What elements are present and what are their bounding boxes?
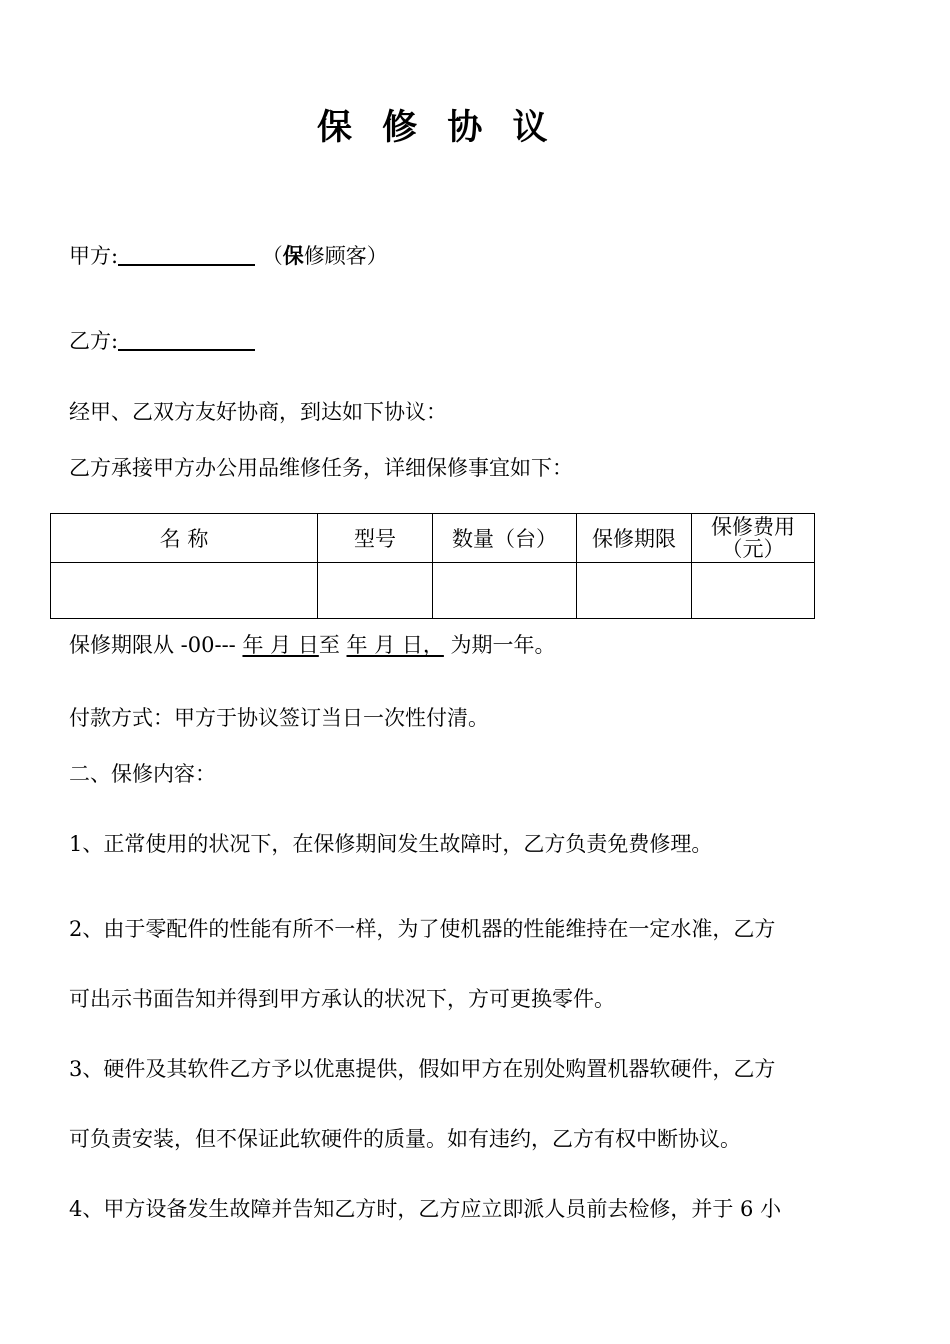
intro-text-2: 乙方承接甲方办公用品维修任务，详细保修事宜如下： [69, 456, 573, 480]
list-item: 1、正常使用的状况下，在保修期间发生故障时，乙方负责免费修理。 [69, 832, 713, 856]
page-title: 保 修 协 议 [317, 108, 557, 148]
party-a-note-rest: 修顾客） [303, 244, 388, 268]
period-end-date: 年 月 日， [346, 633, 444, 657]
period-start-date: 年 月 日 [242, 633, 319, 657]
party-b-label: 乙方: [69, 329, 119, 353]
period-prefix: 保修期限从 -00--- [69, 633, 243, 657]
list-item: 4、甲方设备发生故障并告知乙方时，乙方应立即派人员前去检修，并于 6 小 [69, 1197, 782, 1221]
list-item: 可出示书面告知并得到甲方承认的状况下，方可更换零件。 [69, 987, 615, 1011]
table-row [51, 563, 815, 619]
header-fee: 保修费用（元） [692, 514, 815, 563]
header-quantity: 数量（台） [433, 514, 577, 563]
party-b-blank[interactable] [118, 325, 255, 351]
cell-period[interactable] [577, 563, 692, 619]
intro-text: 经甲、乙双方友好协商，到达如下协议： [69, 400, 447, 424]
period-to: 至 [318, 633, 347, 657]
list-item: 2、由于零配件的性能有所不一样，为了使机器的性能维持在一定水准，乙方 [69, 917, 776, 941]
list-item: 可负责安装，但不保证此软硬件的质量。如有违约，乙方有权中断协议。 [69, 1127, 741, 1151]
party-b-line [69, 325, 255, 356]
header-period: 保修期限 [577, 514, 692, 563]
period-suffix: 为期一年。 [443, 633, 556, 657]
cell-fee[interactable] [692, 563, 815, 619]
cell-model[interactable] [318, 563, 433, 619]
warranty-period-line [69, 630, 556, 660]
party-a-note-bold: 保 [282, 244, 304, 268]
table-header-row [51, 514, 815, 563]
party-a-note [262, 244, 388, 268]
header-model: 型号 [318, 514, 433, 563]
party-a-note-open: （ [261, 244, 283, 268]
section-heading: 二、保修内容： [69, 762, 216, 786]
party-a-label: 甲方: [69, 244, 119, 268]
list-item: 3、硬件及其软件乙方予以优惠提供，假如甲方在别处购置机器软硬件，乙方 [69, 1057, 776, 1081]
cell-quantity[interactable] [433, 563, 577, 619]
party-a-line [69, 240, 388, 271]
warranty-table [50, 513, 815, 619]
payment-text: 付款方式：甲方于协议签订当日一次性付清。 [69, 706, 489, 730]
cell-name[interactable] [51, 563, 318, 619]
party-a-blank[interactable] [118, 240, 255, 266]
header-name: 名 称 [51, 514, 318, 563]
